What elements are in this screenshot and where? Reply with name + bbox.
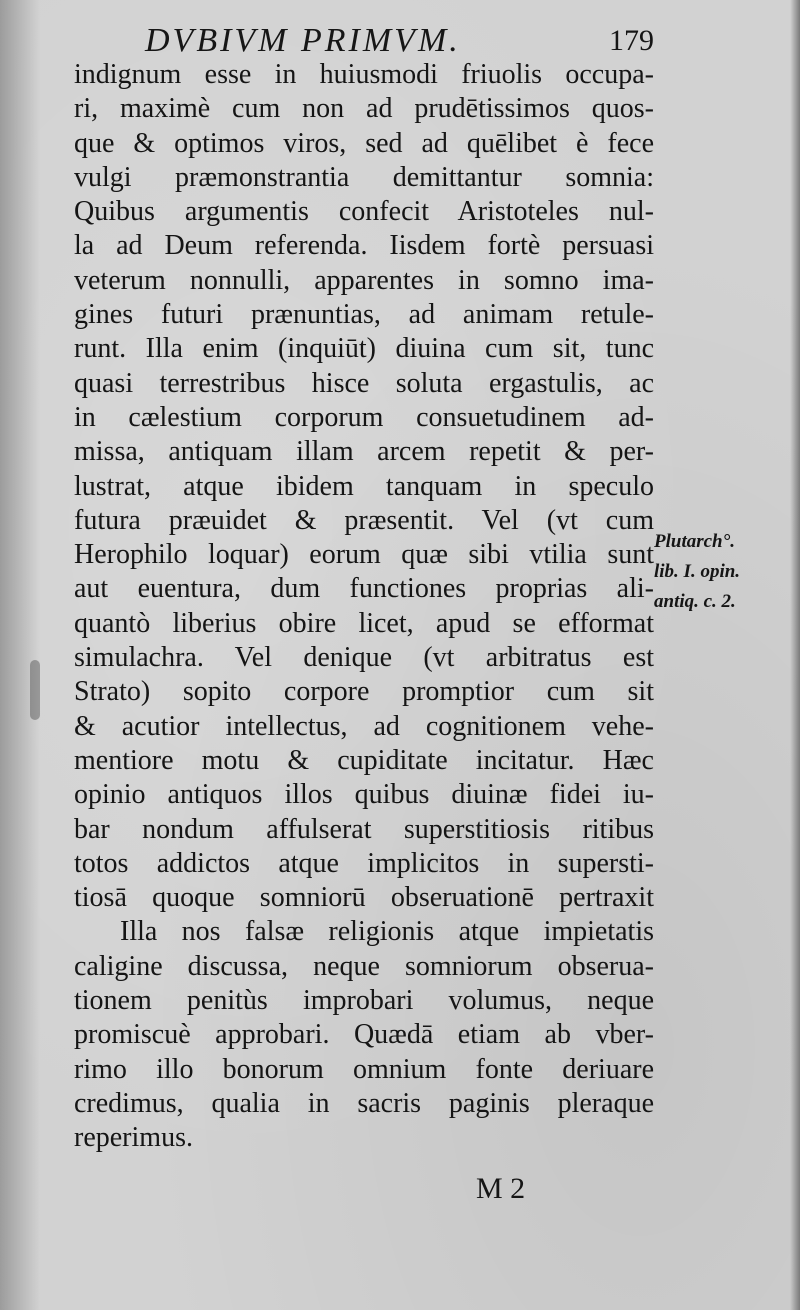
text-line: Quibus argumentis confecit Aristoteles nul- bbox=[74, 196, 654, 228]
text-line: aut euentura, dum functiones proprias ali- bbox=[74, 573, 654, 605]
page-number: 179 bbox=[609, 24, 654, 57]
text-line: la ad Deum referenda. Iisdem fortè persuasi bbox=[74, 230, 654, 262]
text-line: Herophilo loquar) eorum quæ sibi vtilia sunt bbox=[74, 539, 654, 571]
text-line: Strato) sopito corpore promptior cum sit bbox=[74, 676, 654, 708]
page-edge bbox=[790, 0, 800, 1310]
text-line: tiosā quoque somniorū obseruationē pertraxit bbox=[74, 882, 654, 914]
text-line: vulgi præmonstrantia demittantur somnia: bbox=[74, 161, 654, 193]
text-line: gines futuri prænuntias, ad animam retule- bbox=[74, 299, 654, 331]
text-line: in cælestium corporum consuetudinem ad- bbox=[74, 401, 654, 433]
text-line: simulachra. Vel denique (vt arbitratus est bbox=[74, 642, 654, 674]
text-line: que & optimos viros, sed ad quēlibet è fece bbox=[74, 127, 654, 159]
text-line: veterum nonnulli, apparentes in somno ima- bbox=[74, 264, 654, 296]
ink-stain bbox=[30, 660, 40, 720]
marginal-note-line: Plutarch°. bbox=[654, 531, 735, 552]
marginal-note bbox=[654, 527, 794, 617]
text-line: credimus, qualia in sacris paginis pleraque bbox=[74, 1087, 654, 1119]
text-line: Illa nos falsæ religionis atque impietatis bbox=[120, 916, 654, 948]
text-line: promiscuè approbari. Quædā etiam ab vber- bbox=[74, 1019, 654, 1051]
text-line: lustrat, atque ibidem tanquam in speculo bbox=[74, 470, 654, 502]
text-line: futura præuidet & præsentit. Vel (vt cum bbox=[74, 504, 654, 536]
text-line: mentiore motu & cupiditate incitatur. Hæc bbox=[74, 744, 654, 776]
text-line: & acutior intellectus, ad cognitionem vehe- bbox=[74, 710, 654, 742]
text-line: missa, antiquam illam arcem repetit & per- bbox=[74, 436, 654, 468]
text-line: tionem penitùs improbari volumus, neque bbox=[74, 985, 654, 1017]
gutter-shadow bbox=[0, 0, 40, 1310]
text-line: caligine discussa, neque somniorum obserua- bbox=[74, 950, 654, 982]
text-line: ri, maximè cum non ad prudētissimos quos- bbox=[74, 93, 654, 125]
text-line: quantò liberius obire licet, apud se efformat bbox=[74, 607, 654, 639]
text-line: quasi terrestribus hisce soluta ergastulis, ac bbox=[74, 367, 654, 399]
text-line: indignum esse in huiusmodi friuolis occupa- bbox=[74, 59, 654, 90]
text-line: runt. Illa enim (inquiūt) diuina cum sit, tunc bbox=[74, 333, 654, 365]
running-head: DVBIVM PRIMVM. bbox=[145, 22, 461, 59]
text-line: opinio antiquos illos quibus diuinæ fidei iu- bbox=[74, 779, 654, 811]
marginal-note-line: antiq. c. 2. bbox=[654, 591, 736, 612]
text-line: bar nondum affulserat superstitiosis ritibus bbox=[74, 813, 654, 845]
body-text bbox=[74, 58, 654, 1156]
text-line: reperimus. bbox=[74, 1122, 193, 1154]
signature-mark: M 2 bbox=[476, 1172, 526, 1205]
text-line: totos addictos atque implicitos in supersti- bbox=[74, 847, 654, 879]
marginal-note-line: lib. I. opin. bbox=[654, 561, 741, 582]
text-line: rimo illo bonorum omnium fonte deriuare bbox=[74, 1053, 654, 1085]
